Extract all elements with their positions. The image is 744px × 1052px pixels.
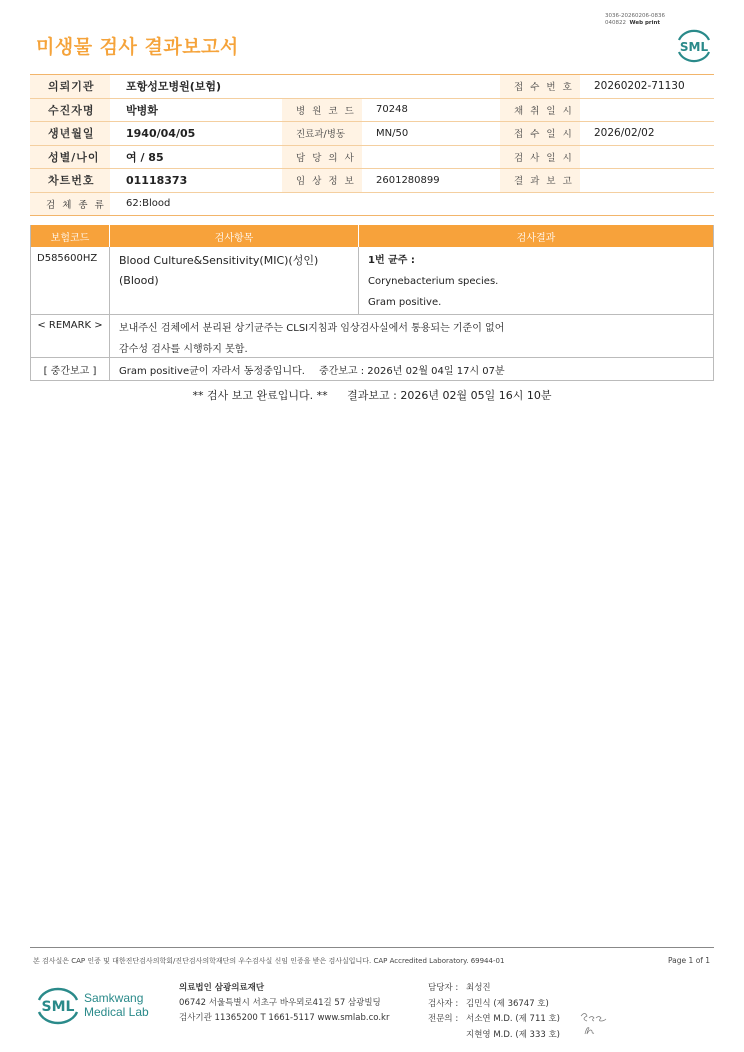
requester-label: 의뢰기관 [30, 75, 110, 98]
patient-value: 박병화 [126, 103, 158, 117]
signature-icon [577, 1008, 611, 1038]
org-name: 의료법인 삼광의료재단 [179, 983, 265, 993]
remark-row [31, 315, 713, 358]
sex-age-label: 성별/나이 [30, 146, 110, 169]
hospital-code-label: 병 원 코 드 [282, 99, 362, 122]
sml-logo-icon [672, 26, 716, 64]
completion-time: 결과보고 : 2026년 02월 05일 16시 10분 [347, 389, 552, 402]
interim-text [110, 358, 713, 380]
requester-value: 포항성모병원(보험) [126, 80, 222, 94]
result-table-header [31, 225, 713, 247]
sex-age-value: 여 / 85 [126, 150, 164, 164]
footer-divider [30, 947, 714, 948]
birth-label: 생년월일 [30, 122, 110, 145]
patient-info-table [30, 74, 714, 216]
result-line: Corynebacterium species. [368, 276, 499, 287]
info-row [30, 169, 714, 193]
svg-text:Medical Lab: Medical Lab [84, 1005, 149, 1019]
chart-label: 차트번호 [30, 169, 110, 192]
accreditation-note: 본 검사실은 CAP 인증 및 대한진단검사의학회/진단검사의학재단의 우수검사실 신임 인증을 받은 검사실입니다. CAP Accredited Laboratory. 69944-01 [33, 957, 505, 965]
clinical-label: 임 상 정 보 [282, 169, 362, 192]
staff-info [428, 981, 560, 1043]
test-item-line: (Blood) [119, 274, 159, 287]
info-row [30, 122, 714, 146]
result-table [30, 225, 714, 381]
org-contact: 검사기관 11365200 T 1661-5117 www.smlab.co.kr [179, 1013, 390, 1023]
table-row [31, 247, 713, 315]
specimen-value: 62:Blood [126, 198, 171, 210]
web-print-tag: Web print [629, 20, 661, 26]
specimen-label: 검 체 종 류 [30, 193, 110, 216]
document-code [605, 13, 665, 27]
header-test-item: 검사항목 [110, 225, 359, 247]
staff-line [428, 981, 560, 997]
receipt-date-value: 2026/02/02 [594, 127, 655, 140]
staff-line [428, 1012, 560, 1028]
header-test-result: 검사결과 [516, 232, 556, 244]
interim-label: [ 중간보고 ] [31, 358, 110, 380]
doctor-label: 담 당 의 사 [282, 146, 362, 169]
completion-notice [0, 387, 744, 403]
interim-row [31, 358, 713, 380]
receipt-no-label: 접 수 번 호 [500, 75, 580, 98]
result-line: Gram positive. [368, 297, 442, 308]
dept-label: 진료과/병동 [282, 122, 362, 145]
test-date-label: 검 사 일 시 [500, 146, 580, 169]
document-code-line: 040822 Web print [605, 20, 661, 26]
report-label: 결 과 보 고 [500, 169, 580, 192]
remark-line: 보내주신 검체에서 분리된 상기균주는 CLSI지침과 임상검사실에서 통용되는 기준이 없어 [119, 323, 505, 334]
staff-name: 김민식 (제 36747 호) [466, 998, 549, 1009]
staff-label: 검사자 : [428, 998, 459, 1009]
samkwang-logo-icon [36, 982, 166, 1027]
completion-text: ** 검사 보고 완료입니다. ** [192, 389, 328, 402]
hospital-code-value: 70248 [376, 104, 408, 116]
staff-label [428, 1028, 466, 1044]
birth-value: 1940/04/05 [126, 126, 196, 140]
receipt-no-value: 20260202-71130 [594, 80, 685, 93]
page-number: Page 1 of 1 [668, 956, 711, 965]
test-item-line: Blood Culture&Sensitivity(MIC)(성인) [119, 254, 319, 267]
remark-line: 감수성 검사를 시행하지 못함. [119, 344, 248, 355]
insurance-code: D585600HZ [31, 247, 110, 314]
org-address: 06742 서울특별시 서초구 바우뫼로41길 57 삼광빌딩 [179, 998, 381, 1008]
remark-text [110, 315, 713, 357]
staff-label: 전문의 : [428, 1014, 459, 1024]
test-result [359, 247, 713, 314]
document-code-line: 3036-20260206-0836 [605, 13, 665, 19]
remark-label: < REMARK > [31, 315, 110, 357]
test-item [110, 247, 359, 314]
staff-line [428, 1028, 560, 1044]
interim-time: 중간보고 : 2026년 02월 04일 17시 07분 [318, 365, 505, 377]
svg-text:SML: SML [679, 40, 709, 54]
organization-info [179, 981, 389, 1026]
header-insurance-code: 보험코드 [31, 225, 110, 247]
chart-value: 01118373 [126, 173, 188, 187]
info-row [30, 99, 714, 123]
patient-label: 수진자명 [30, 99, 110, 122]
info-row [30, 193, 714, 217]
svg-text:SML: SML [41, 999, 75, 1015]
dept-value: MN/50 [376, 127, 409, 139]
clinical-value: 2601280899 [376, 174, 440, 186]
staff-label: 담당자 : [428, 983, 459, 993]
interim-message: Gram positive균이 자라서 동정중입니다. [119, 365, 305, 377]
staff-name: 최성진 [466, 983, 491, 993]
page-title: 미생물 검사 결과보고서 [36, 36, 239, 58]
staff-name: 서소연 M.D. (제 711 호) [466, 1014, 561, 1024]
collection-date-label: 채 취 일 시 [500, 99, 580, 122]
receipt-date-label: 접 수 일 시 [500, 122, 580, 145]
result-line: 1번 균주 : [368, 255, 415, 266]
staff-name: 지현영 M.D. (제 333 호) [466, 1029, 561, 1040]
staff-line [428, 997, 560, 1013]
info-row [30, 146, 714, 170]
info-row [30, 75, 714, 99]
svg-text:Samkwang: Samkwang [84, 991, 144, 1005]
